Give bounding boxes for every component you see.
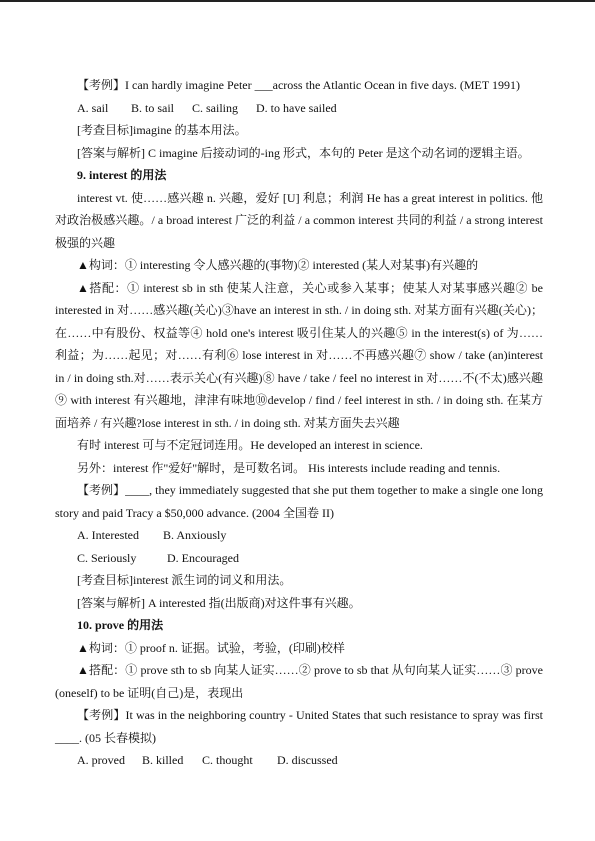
example-options xyxy=(55,524,543,547)
example-question: 【考例】____, they immediately suggested that she put them together to make a single one long story and paid Tracy a $50,000 advance. (2004 全国卷 II) xyxy=(55,483,543,520)
document-page xyxy=(55,74,543,772)
option-d: D. discussed xyxy=(277,753,338,767)
usage-note: 另外：interest 作"爱好"解时，是可数名词。 His interests include reading and tennis. xyxy=(77,460,501,475)
exam-target: [考查目标]imagine 的基本用法。 xyxy=(77,123,247,137)
top-rule xyxy=(0,0,595,2)
option-b: B. to sail xyxy=(131,100,175,115)
section-heading: 10. prove 的用法 xyxy=(77,618,164,632)
example-options xyxy=(55,749,543,772)
usage-note: 有时 interest 可与不定冠词连用。He developed an interest in science. xyxy=(77,438,423,452)
option-b: B. killed xyxy=(142,753,184,767)
option-c: C. sailing xyxy=(192,100,239,115)
option-a: A. Interested xyxy=(77,528,139,542)
collocations-paragraph: ▲搭配：① prove sth to sb 向某人证实……② prove to sb that 从句向某人证实……③ prove (oneself) to be 证明(自己)是，表现出 xyxy=(55,663,543,700)
option-d: D. to have sailed xyxy=(256,100,337,115)
example-options xyxy=(55,97,543,120)
option-a: A. proved xyxy=(77,753,125,767)
word-formation: ▲构词：① proof n. 证据。试验，考验，(印刷)校样 xyxy=(77,640,345,655)
example-question: 【考例】I can hardly imagine Peter ___across the Atlantic Ocean in five days. (MET 1991) xyxy=(77,78,520,92)
collocations-paragraph: ▲搭配：① interest sb in sth 使某人注意，关心或参入某事；使某人对某事感兴趣② be interested in 对……感兴趣(关心)③have an interest in sth. / in doing sth. 对某方面有兴趣(关心)；在……中有股份、权益等④ hold one's interest 吸引住某人的兴趣⑤ in the interest(s) of 为……利益；为……起见；对……有利⑥ lose interest in 对……不再感兴趣⑦ show / take (an)interest in / in doing sth.对……表示关心(有兴趣)⑧ have / take / feel no interest in 对……不(不太)感兴趣⑨ with interest 有兴趣地，津津有味地⑩develop / find / feel interest in sth. / in doing sth. 在某方面培养 / 有兴趣?lose interest in sth. / in doing sth. 对某方面失去兴趣 xyxy=(55,280,543,430)
option-d: D. Encouraged xyxy=(167,550,239,565)
option-a: A. sail xyxy=(77,100,109,115)
option-c: C. Seriously xyxy=(77,550,137,565)
section-heading: 9. interest 的用法 xyxy=(77,168,167,182)
answer-analysis: [答案与解析] C imagine 后接动词的-ing 形式，本句的 Peter 是这个动名词的逻辑主语。 xyxy=(77,145,530,160)
answer-analysis: [答案与解析] A interested 指(出版商)对这件事有兴趣。 xyxy=(77,595,361,610)
exam-target: [考查目标]interest 派生词的词义和用法。 xyxy=(77,573,292,587)
option-b: B. Anxiously xyxy=(163,528,227,542)
example-options xyxy=(55,547,543,570)
option-c: C. thought xyxy=(202,753,253,767)
word-formation: ▲构词：① interesting 令人感兴趣的(事物)② interested (某人对某事)有兴趣的 xyxy=(77,258,479,272)
definition-paragraph: interest vt. 使……感兴趣 n. 兴趣，爱好 [U] 利息；利润 He has a great interest in politics. 他对政治极感兴趣。/ a broad interest 广泛的利益 / a common interest 共同的利益 / a strong interest 极强的兴趣 xyxy=(55,190,543,250)
example-question: 【考例】It was in the neighboring country - United States that such resistance to spray was first ____. (05 长春模拟) xyxy=(55,708,543,745)
